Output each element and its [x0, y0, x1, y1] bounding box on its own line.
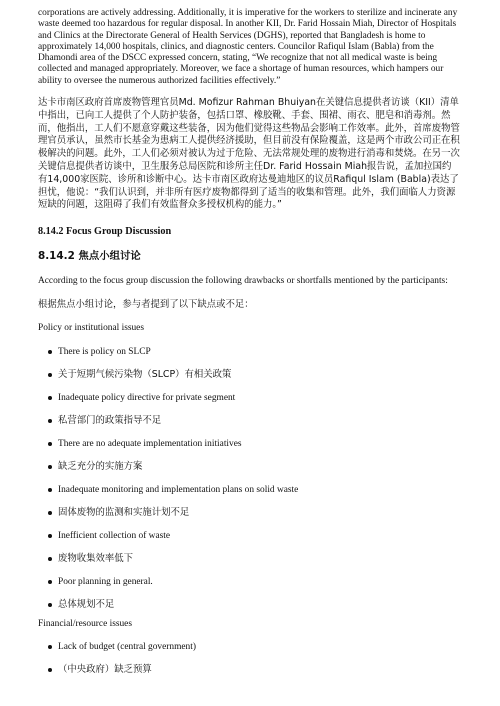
subsection-label-financial: Financial/resource issues — [38, 618, 132, 629]
policy-issues-list — [38, 346, 460, 622]
bullet-icon — [48, 465, 52, 469]
section-heading-english: 8.14.2 Focus Group Discussion — [38, 226, 172, 238]
list-item: 固体废物的监测和实施计划不足 — [38, 507, 460, 530]
bullet-icon — [48, 396, 52, 400]
bullet-icon — [48, 442, 52, 446]
list-item: （中央政府）缺乏预算 — [38, 664, 460, 687]
bullet-icon — [48, 419, 52, 423]
list-item: Inefficient collection of waste — [38, 530, 460, 553]
subsection-label-policy: Policy or institutional issues — [38, 323, 144, 334]
bullet-icon — [48, 668, 52, 672]
paragraph-kii-chinese: 达卡市南区政府首席废物管理官员Md. Mofizur Rahman Bhuiyan在关键信息提供者访谈（KII）清单中指出，已向工人提供了个人防护装备，包括口罩、橡胶靴、手套、围裙、雨衣、肥皂和消毒剂。然而，他指出，工人们不愿意穿戴这些装备，因为他们觉得这些物品会影响工作效率。此外，首席废物管理官员承认，虽然市长基金为患病工人提供经济援助，但目前没有保险覆盖，这是两个市政公司正在积极解决的问题。此外，工人们必须对被认为过于危险、无法常规处理的废物进行消毒和焚烧。在另一次关键信息提供者访谈中，卫生服务总局医院和诊所主任Dr. Farid Hossain Miah报告说，孟加拉国约有14,000家医院、诊所和诊断中心。达卡市南区政府达曼迪地区的议员Rafiqul Islam (Babla)表达了担忧，他说：“我们认识到，并非所有医疗废物都得到了适当的收集和管理。此外，我们面临人力资源短缺的问题，这阻碍了我们有效监督众多授权机构的能力。” — [38, 97, 460, 211]
bullet-icon — [48, 350, 52, 354]
bullet-icon — [48, 603, 52, 607]
paragraph-fgd-intro-chinese: 根据焦点小组讨论，参与者提到了以下缺点或不足： — [38, 298, 254, 310]
bullet-icon — [48, 488, 52, 492]
list-item: Inadequate monitoring and implementation plans on solid waste — [38, 484, 460, 507]
list-item: 私营部门的政策指导不足 — [38, 415, 460, 438]
bullet-icon — [48, 557, 52, 561]
bullet-icon — [48, 373, 52, 377]
bullet-icon — [48, 645, 52, 649]
section-heading-chinese: 8.14.2 焦点小组讨论 — [38, 250, 141, 263]
paragraph-fgd-intro-english: According to the focus group discussion the following drawbacks or shortfalls mentioned by the participants: — [38, 276, 448, 287]
bullet-icon — [48, 580, 52, 584]
paragraph-kii-english: corporations are actively addressing. Additionally, it is imperative for the workers to sterilize and incinerate any waste deemed too hazardous for regular disposal. In another KII, Dr. Farid Hossain Miah, Director of Hospitals and Clinics at the Directorate General of Health Services (DGHS), reported that Bangladesh is home to approximately 14,000 hospitals, clinics, and diagnostic centers. Councilor Rafiqul Islam (Babla) from the Dhamondi area of the DSCC expressed concern, stating, “We recognize that not all medical waste is being collected and managed appropriately. Moreover, we face a shortage of human resources, which hampers our ability to oversee the numerous authorized facilities effectively.” — [38, 8, 458, 86]
bullet-icon — [48, 534, 52, 538]
bullet-icon — [48, 511, 52, 515]
list-item: There are no adequate implementation initiatives — [38, 438, 460, 461]
list-item: 关于短期气候污染物（SLCP）有相关政策 — [38, 369, 460, 392]
list-item: 总体规划不足 — [38, 599, 460, 622]
list-item: Poor planning in general. — [38, 576, 460, 599]
list-item: Inadequate policy directive for private segment — [38, 392, 460, 415]
list-item: 废物收集效率低下 — [38, 553, 460, 576]
financial-issues-list — [38, 641, 460, 687]
list-item: Lack of budget (central government) — [38, 641, 460, 664]
list-item: There is policy on SLCP — [38, 346, 460, 369]
list-item: 缺乏充分的实施方案 — [38, 461, 460, 484]
